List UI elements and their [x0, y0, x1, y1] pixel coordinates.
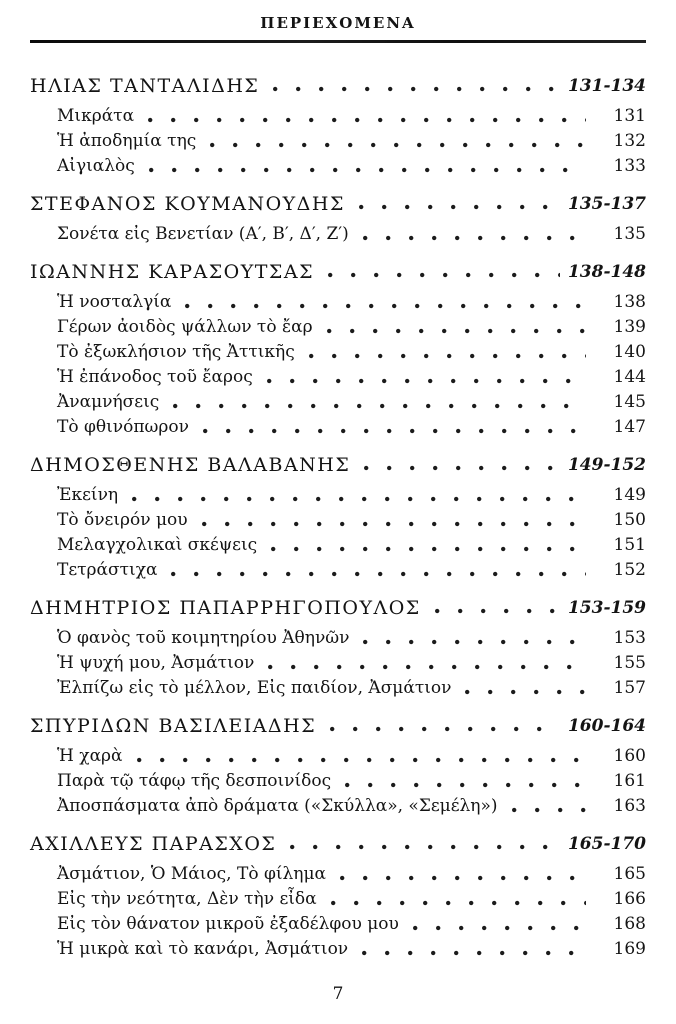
section-author-title: ΣΠΥΡΙΔΩΝ ΒΑΣΙΛΕΙΑΔΗΣ: [30, 715, 317, 737]
dot-leader: [171, 570, 586, 578]
entry-title: Ἀναμνήσεις: [57, 392, 160, 412]
entry-page-number: 165: [613, 864, 646, 884]
toc-entry-row: [30, 651, 646, 676]
toc-entry-row: [30, 390, 646, 415]
toc-entry-row: [30, 769, 646, 794]
toc-section-header-row: [30, 713, 646, 739]
toc-entry-row: [30, 558, 646, 583]
section-entries: [30, 483, 646, 583]
dot-leader: [363, 234, 586, 242]
dot-leader: [132, 495, 586, 503]
toc-entry-row: [30, 676, 646, 701]
entry-page-number: 133: [613, 156, 646, 176]
section-author-title: ΔΗΜΟΣΘΕΝΗΣ ΒΑΛΑΒΑΝΗΣ: [30, 454, 351, 476]
entry-page-number: 151: [613, 535, 646, 555]
entry-page-number: 147: [613, 417, 646, 437]
entry-page-number: 135: [613, 224, 646, 244]
dot-leader: [290, 843, 560, 851]
dot-leader: [210, 141, 586, 149]
toc-entry-row: [30, 533, 646, 558]
entry-page-number: 140: [613, 342, 646, 362]
entry-page-number: 169: [613, 939, 646, 959]
entry-page-number: 132: [613, 131, 646, 151]
section-author-title: ΗΛΙΑΣ ΤΑΝΤΑΛΙΔΗΣ: [30, 75, 260, 97]
section-author-title: ΔΗΜΗΤΡΙΟΣ ΠΑΠΑΡΡΗΓΟΠΟΥΛΟΣ: [30, 597, 421, 619]
entry-page-number: 160: [613, 746, 646, 766]
toc-section-header-row: [30, 452, 646, 478]
entry-title: Εἰς τὴν νεότητα, Δὲν τὴν εἶδα: [57, 889, 317, 909]
section-author-title: ΣΤΕΦΑΝΟΣ ΚΟΥΜΑΝΟΥΔΗΣ: [30, 193, 345, 215]
folio-page-number: 7: [332, 984, 344, 1004]
dot-leader: [173, 402, 586, 410]
section-entries: [30, 626, 646, 701]
toc-entry-row: [30, 862, 646, 887]
entry-title: Τὸ φθινόπωρον: [57, 417, 189, 437]
dot-leader: [362, 949, 586, 957]
section-page-range: 138-148: [567, 262, 646, 282]
section-entries: [30, 862, 646, 962]
section-page-range: 149-152: [567, 455, 646, 475]
entry-title: Τὸ ὄνειρόν μου: [57, 510, 188, 530]
section-page-range: 165-170: [567, 834, 646, 854]
entry-page-number: 150: [613, 510, 646, 530]
toc-section-header-row: [30, 831, 646, 857]
toc-entry-row: [30, 483, 646, 508]
entry-page-number: 138: [613, 292, 646, 312]
toc-entry-row: [30, 315, 646, 340]
entry-page-number: 131: [613, 106, 646, 126]
dot-leader: [202, 520, 586, 528]
toc-section: [30, 452, 646, 583]
section-entries: [30, 290, 646, 440]
entry-page-number: 144: [613, 367, 646, 387]
dot-leader: [327, 327, 586, 335]
entry-title: Ἐλπίζω εἰς τὸ μέλλον, Εἰς παιδίον, Ἀσμάτιον: [57, 678, 452, 698]
toc-entry-row: [30, 887, 646, 912]
toc-entry-row: [30, 937, 646, 962]
dot-leader: [273, 85, 560, 93]
toc-entry-row: [30, 794, 646, 819]
dot-leader: [185, 302, 586, 310]
section-page-range: 131-134: [567, 76, 646, 96]
dot-leader: [465, 688, 586, 696]
entry-page-number: 161: [613, 771, 646, 791]
entry-page-number: 163: [613, 796, 646, 816]
section-page-range: 153-159: [567, 598, 646, 618]
toc-entry-row: [30, 626, 646, 651]
dot-leader: [435, 607, 560, 615]
toc: [30, 73, 646, 962]
entry-title: Τὸ ἐξωκλήσιον τῆς Ἀττικῆς: [57, 342, 295, 362]
toc-section: [30, 73, 646, 179]
dot-leader: [271, 545, 586, 553]
dot-leader: [309, 352, 586, 360]
dot-leader: [328, 271, 560, 279]
entry-title: Ἡ ἀποδημία της: [57, 131, 197, 151]
dot-leader: [340, 874, 586, 882]
dot-leader: [364, 464, 560, 472]
entry-title: Ὁ φανὸς τοῦ κοιμητηρίου Ἀθηνῶν: [57, 628, 350, 648]
entry-page-number: 149: [613, 485, 646, 505]
toc-entry-row: [30, 104, 646, 129]
entry-page-number: 153: [613, 628, 646, 648]
entry-title: Ἡ ψυχή μου, Ἀσμάτιον: [57, 653, 255, 673]
toc-section-header-row: [30, 73, 646, 99]
dot-leader: [268, 663, 586, 671]
toc-entry-row: [30, 154, 646, 179]
toc-entry-row: [30, 365, 646, 390]
entry-title: Μελαγχολικαὶ σκέψεις: [57, 535, 258, 555]
toc-section: [30, 595, 646, 701]
toc-entry-row: [30, 129, 646, 154]
dot-leader: [331, 899, 586, 907]
toc-entry-row: [30, 744, 646, 769]
entry-page-number: 152: [613, 560, 646, 580]
dot-leader: [267, 377, 586, 385]
entry-page-number: 166: [613, 889, 646, 909]
toc-section: [30, 831, 646, 962]
entry-page-number: 168: [613, 914, 646, 934]
section-author-title: ΑΧΙΛΛΕΥΣ ΠΑΡΑΣΧΟΣ: [30, 833, 277, 855]
toc-entry-row: [30, 415, 646, 440]
entry-title: Παρὰ τῷ τάφῳ τῆς δεσποινίδος: [57, 771, 332, 791]
dot-leader: [413, 924, 586, 932]
dot-leader: [148, 116, 586, 124]
entry-title: Σονέτα εἰς Βενετίαν (Α′, Β′, Δ′, Ζ′): [57, 224, 349, 244]
entry-title: Τετράστιχα: [57, 560, 158, 580]
entry-title: Ἡ νοσταλγία: [57, 292, 172, 312]
dot-leader: [203, 427, 586, 435]
entry-title: Ἡ μικρὰ καὶ τὸ κανάρι, Ἀσμάτιον: [57, 939, 349, 959]
toc-entry-row: [30, 912, 646, 937]
entry-title: Ἀσμάτιον, Ὁ Μάιος, Τὸ φίλημα: [57, 864, 327, 884]
header-rule: [30, 40, 646, 43]
toc-section-header-row: [30, 595, 646, 621]
entry-title: Μικράτα: [57, 106, 135, 126]
toc-entry-row: [30, 508, 646, 533]
toc-section: [30, 259, 646, 440]
toc-section-header-row: [30, 191, 646, 217]
entry-title: Ἐκείνη: [57, 485, 119, 505]
dot-leader: [359, 203, 560, 211]
entry-page-number: 139: [613, 317, 646, 337]
section-page-range: 160-164: [567, 716, 646, 736]
entry-page-number: 157: [613, 678, 646, 698]
entry-title: Ἡ ἐπάνοδος τοῦ ἔαρος: [57, 367, 253, 387]
section-page-range: 135-137: [567, 194, 646, 214]
entry-title: Ἀποσπάσματα ἀπὸ δράματα («Σκύλλα», «Σεμέλη»): [57, 796, 498, 816]
entry-title: Εἰς τὸν θάνατον μικροῦ ἐξαδέλφου μου: [57, 914, 399, 934]
entry-title: Αἰγιαλὸς: [57, 156, 135, 176]
toc-entry-row: [30, 222, 646, 247]
dot-leader: [137, 756, 586, 764]
dot-leader: [512, 806, 586, 814]
entry-title: Ἡ χαρὰ: [57, 746, 123, 766]
section-author-title: ΙΩΑΝΝΗΣ ΚΑΡΑΣΟΥΤΣΑΣ: [30, 261, 315, 283]
dot-leader: [330, 725, 560, 733]
dot-leader: [149, 166, 586, 174]
toc-entry-row: [30, 290, 646, 315]
entry-page-number: 145: [613, 392, 646, 412]
section-entries: [30, 744, 646, 819]
dot-leader: [345, 781, 586, 789]
entry-title: Γέρων ἀοιδὸς ψάλλων τὸ ἔαρ: [57, 317, 313, 337]
toc-entry-row: [30, 340, 646, 365]
page-header-title: ΠΕΡΙΕΧΟΜΕΝΑ: [260, 14, 416, 32]
section-entries: [30, 222, 646, 247]
dot-leader: [363, 638, 586, 646]
toc-section-header-row: [30, 259, 646, 285]
toc-section: [30, 713, 646, 819]
section-entries: [30, 104, 646, 179]
entry-page-number: 155: [613, 653, 646, 673]
toc-section: [30, 191, 646, 247]
